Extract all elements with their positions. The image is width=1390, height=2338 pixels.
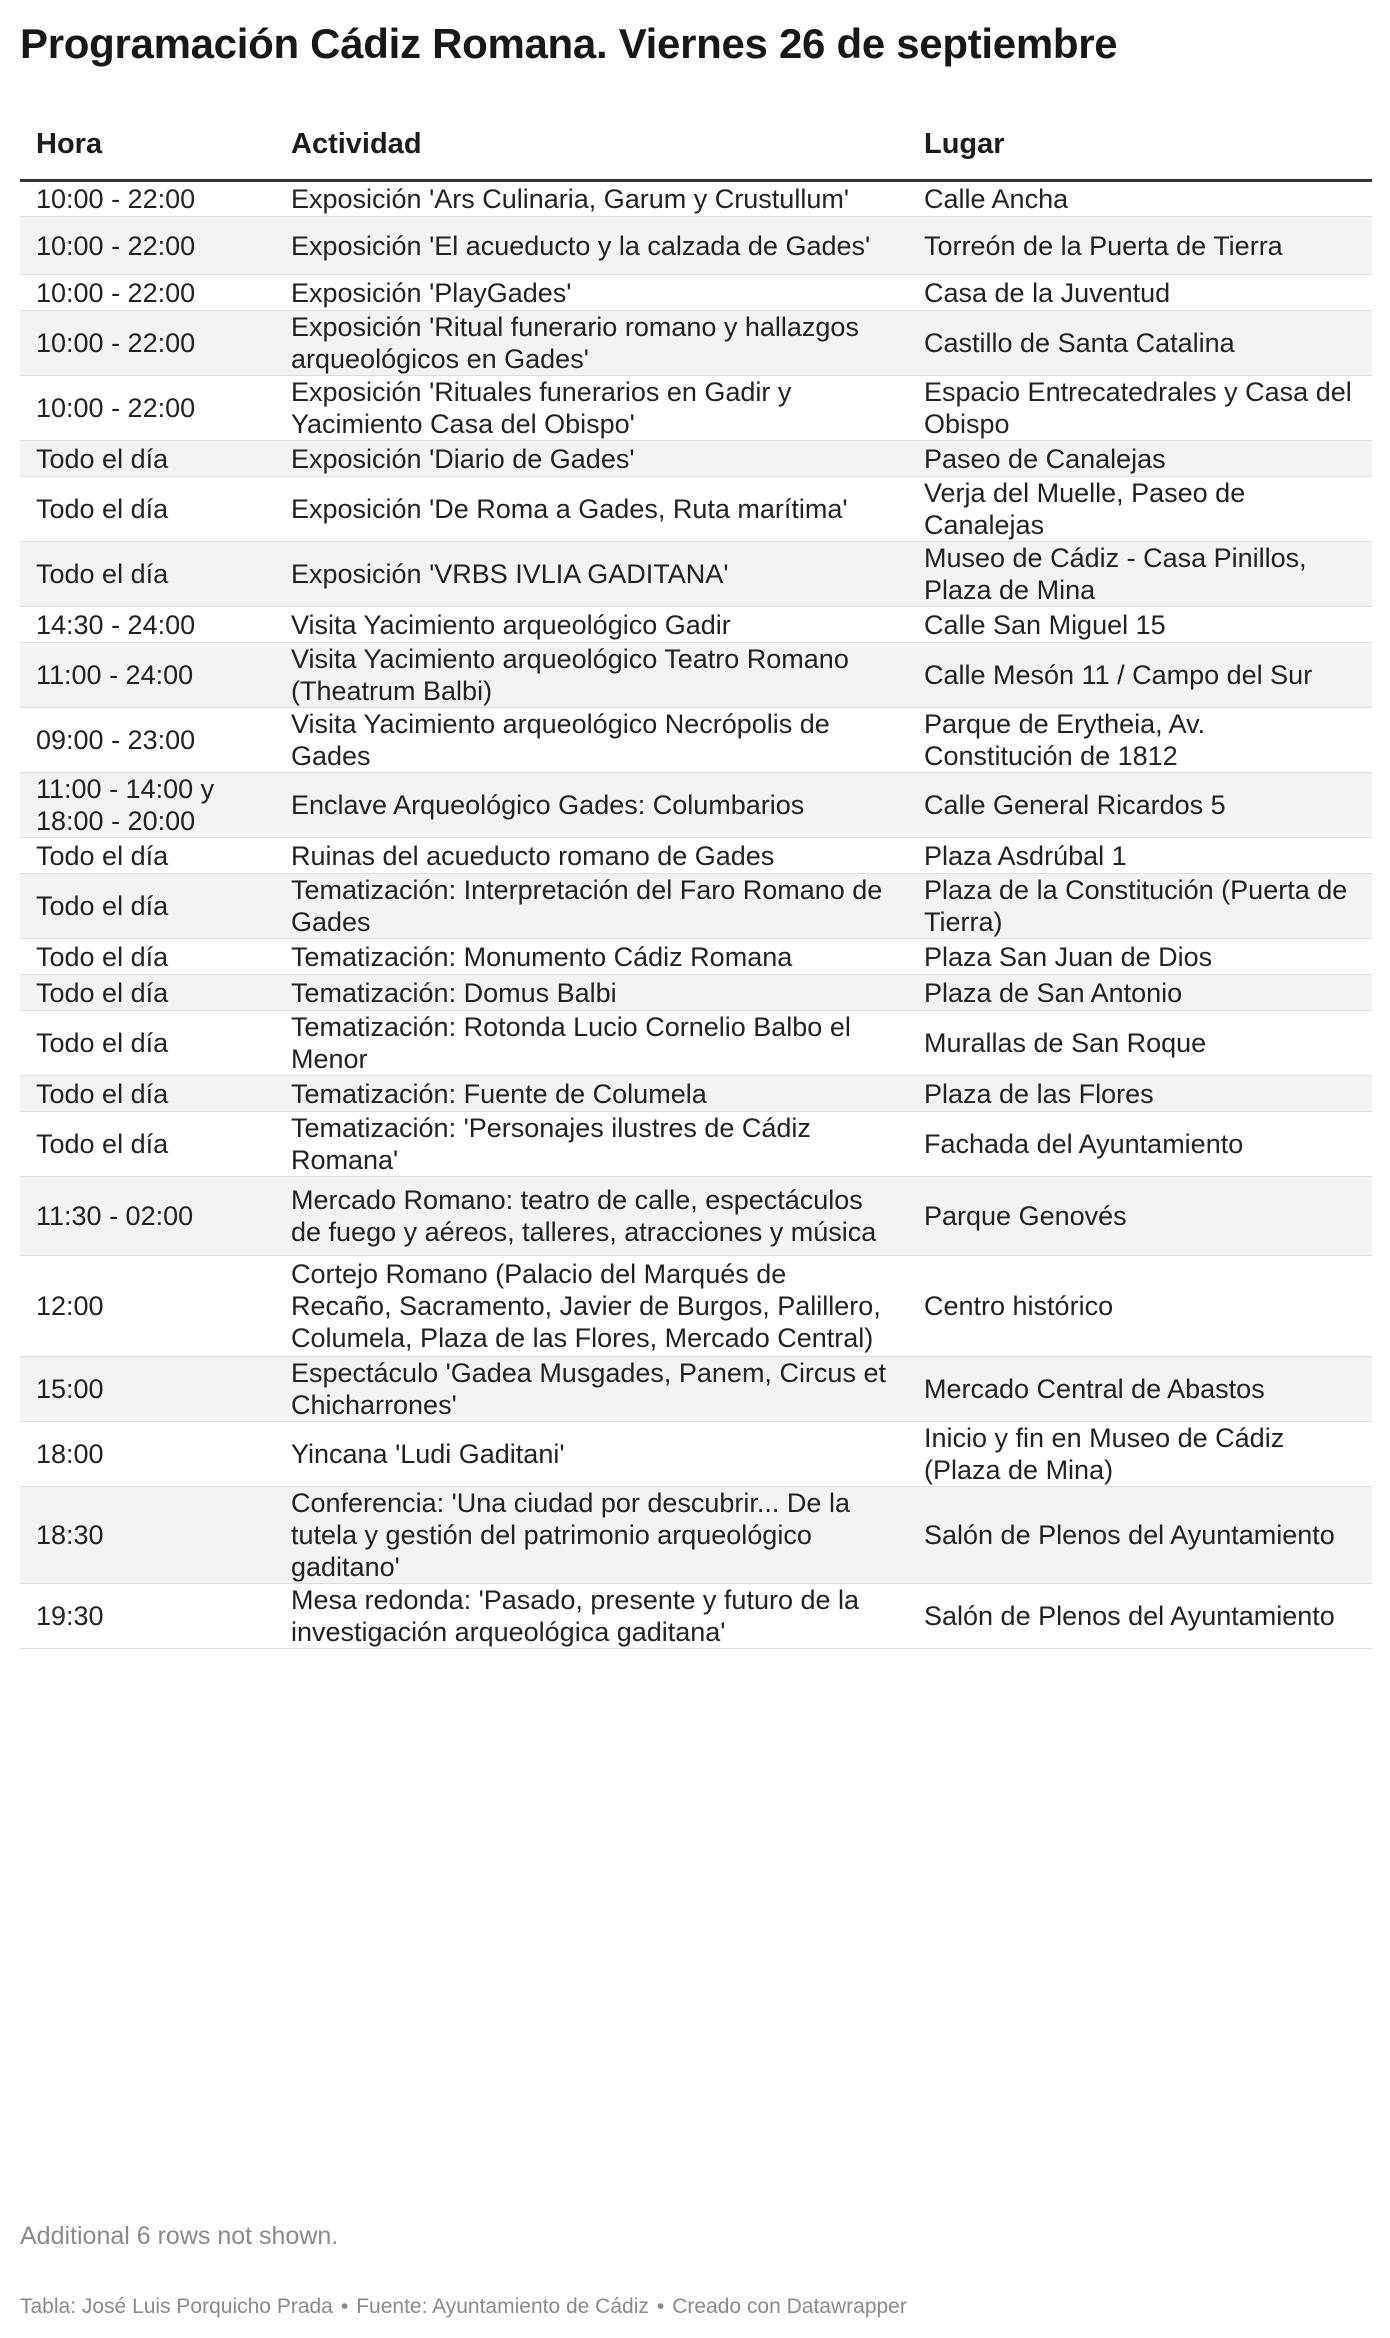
cell-lugar: Verja del Muelle, Paseo de Canalejas — [908, 477, 1372, 542]
cell-actividad: Tematización: Domus Balbi — [275, 975, 908, 1011]
cell-hora: 10:00 - 22:00 — [20, 311, 275, 376]
cell-actividad: Visita Yacimiento arqueológico Necrópolis de Gades — [275, 708, 908, 773]
cell-hora: 09:00 - 23:00 — [20, 708, 275, 773]
cell-hora: Todo el día — [20, 1112, 275, 1177]
table-row — [20, 477, 1372, 542]
table-row — [20, 607, 1372, 643]
tool-credit[interactable]: Creado con Datawrapper — [672, 2295, 907, 2318]
table-row — [20, 708, 1372, 773]
cell-actividad: Mesa redonda: 'Pasado, presente y futuro de la investigación arqueológica gaditana' — [275, 1584, 908, 1649]
cell-hora: 10:00 - 22:00 — [20, 275, 275, 311]
table-row — [20, 1422, 1372, 1487]
column-header-lugar[interactable]: Lugar — [908, 118, 1372, 181]
table-row — [20, 441, 1372, 477]
table-row — [20, 1256, 1372, 1357]
cell-lugar: Salón de Plenos del Ayuntamiento — [908, 1487, 1372, 1584]
cell-lugar: Murallas de San Roque — [908, 1011, 1372, 1076]
cell-actividad: Exposición 'Ars Culinaria, Garum y Crustullum' — [275, 181, 908, 217]
header-row — [20, 118, 1372, 181]
cell-actividad: Tematización: 'Personajes ilustres de Cádiz Romana' — [275, 1112, 908, 1177]
cell-lugar: Paseo de Canalejas — [908, 441, 1372, 477]
hidden-rows-note: Additional 6 rows not shown. — [20, 2222, 339, 2250]
cell-actividad: Mercado Romano: teatro de calle, espectáculos de fuego y aéreos, talleres, atracciones y música — [275, 1177, 908, 1256]
cell-hora: Todo el día — [20, 1076, 275, 1112]
table-row — [20, 939, 1372, 975]
cell-hora: 18:00 — [20, 1422, 275, 1487]
cell-lugar: Inicio y fin en Museo de Cádiz (Plaza de Mina) — [908, 1422, 1372, 1487]
cell-lugar: Castillo de Santa Catalina — [908, 311, 1372, 376]
cell-actividad: Exposición 'De Roma a Gades, Ruta marítima' — [275, 477, 908, 542]
cell-lugar: Museo de Cádiz - Casa Pinillos, Plaza de Mina — [908, 542, 1372, 607]
cell-hora: 12:00 — [20, 1256, 275, 1357]
cell-actividad: Cortejo Romano (Palacio del Marqués de Recaño, Sacramento, Javier de Burgos, Palillero, Columela, Plaza de las Flores, Mercado Central) — [275, 1256, 908, 1357]
table-row — [20, 975, 1372, 1011]
cell-actividad: Ruinas del acueducto romano de Gades — [275, 838, 908, 874]
cell-hora: Todo el día — [20, 441, 275, 477]
cell-actividad: Exposición 'El acueducto y la calzada de Gades' — [275, 217, 908, 275]
footer-separator: • — [340, 2295, 349, 2318]
cell-actividad: Exposición 'Ritual funerario romano y hallazgos arqueológicos en Gades' — [275, 311, 908, 376]
cell-hora: Todo el día — [20, 838, 275, 874]
table-row — [20, 275, 1372, 311]
table-row — [20, 542, 1372, 607]
cell-lugar: Espacio Entrecatedrales y Casa del Obispo — [908, 376, 1372, 441]
cell-hora: Todo el día — [20, 477, 275, 542]
cell-actividad: Visita Yacimiento arqueológico Gadir — [275, 607, 908, 643]
cell-actividad: Conferencia: 'Una ciudad por descubrir... De la tutela y gestión del patrimonio arqueológico gaditano' — [275, 1487, 908, 1584]
cell-hora: 18:30 — [20, 1487, 275, 1584]
cell-lugar: Calle San Miguel 15 — [908, 607, 1372, 643]
cell-lugar: Calle Mesón 11 / Campo del Sur — [908, 643, 1372, 708]
table-row — [20, 874, 1372, 939]
credits-footer — [20, 2295, 907, 2319]
cell-hora: 10:00 - 22:00 — [20, 217, 275, 275]
cell-actividad: Exposición 'Diario de Gades' — [275, 441, 908, 477]
table-row — [20, 773, 1372, 838]
cell-hora: Todo el día — [20, 1011, 275, 1076]
cell-lugar: Calle Ancha — [908, 181, 1372, 217]
cell-lugar: Parque Genovés — [908, 1177, 1372, 1256]
table-row — [20, 1487, 1372, 1584]
cell-lugar: Plaza de San Antonio — [908, 975, 1372, 1011]
cell-actividad: Espectáculo 'Gadea Musgades, Panem, Circus et Chicharrones' — [275, 1357, 908, 1422]
cell-lugar: Parque de Erytheia, Av. Constitución de 1812 — [908, 708, 1372, 773]
cell-hora: 11:00 - 14:00 y 18:00 - 20:00 — [20, 773, 275, 838]
cell-hora: 10:00 - 22:00 — [20, 181, 275, 217]
cell-actividad: Visita Yacimiento arqueológico Teatro Romano (Theatrum Balbi) — [275, 643, 908, 708]
cell-hora: Todo el día — [20, 874, 275, 939]
table-row — [20, 1112, 1372, 1177]
column-header-hora[interactable]: Hora — [20, 118, 275, 181]
table-row — [20, 217, 1372, 275]
cell-hora: 10:00 - 22:00 — [20, 376, 275, 441]
table-row — [20, 181, 1372, 217]
cell-hora: 14:30 - 24:00 — [20, 607, 275, 643]
cell-hora: 11:00 - 24:00 — [20, 643, 275, 708]
cell-lugar: Plaza de la Constitución (Puerta de Tierra) — [908, 874, 1372, 939]
cell-lugar: Plaza San Juan de Dios — [908, 939, 1372, 975]
cell-lugar: Centro histórico — [908, 1256, 1372, 1357]
cell-lugar: Mercado Central de Abastos — [908, 1357, 1372, 1422]
cell-lugar: Casa de la Juventud — [908, 275, 1372, 311]
cell-lugar: Calle General Ricardos 5 — [908, 773, 1372, 838]
table-row — [20, 376, 1372, 441]
table-body — [20, 181, 1372, 1649]
cell-actividad: Tematización: Rotonda Lucio Cornelio Balbo el Menor — [275, 1011, 908, 1076]
page-title: Programación Cádiz Romana. Viernes 26 de septiembre — [20, 20, 1118, 67]
table-row — [20, 311, 1372, 376]
cell-lugar: Salón de Plenos del Ayuntamiento — [908, 1584, 1372, 1649]
cell-actividad: Yincana 'Ludi Gaditani' — [275, 1422, 908, 1487]
cell-actividad: Exposición 'VRBS IVLIA GADITANA' — [275, 542, 908, 607]
cell-lugar: Torreón de la Puerta de Tierra — [908, 217, 1372, 275]
cell-lugar: Fachada del Ayuntamiento — [908, 1112, 1372, 1177]
table-row — [20, 1584, 1372, 1649]
source-credit: Fuente: Ayuntamiento de Cádiz — [356, 2295, 649, 2318]
table-header — [20, 118, 1372, 181]
schedule-table — [20, 118, 1372, 1649]
cell-actividad: Tematización: Fuente de Columela — [275, 1076, 908, 1112]
cell-hora: Todo el día — [20, 975, 275, 1011]
table-row — [20, 643, 1372, 708]
cell-hora: 15:00 — [20, 1357, 275, 1422]
table-row — [20, 1011, 1372, 1076]
cell-lugar: Plaza Asdrúbal 1 — [908, 838, 1372, 874]
cell-hora: 19:30 — [20, 1584, 275, 1649]
cell-hora: 11:30 - 02:00 — [20, 1177, 275, 1256]
cell-hora: Todo el día — [20, 939, 275, 975]
cell-hora: Todo el día — [20, 542, 275, 607]
cell-actividad: Exposición 'PlayGades' — [275, 275, 908, 311]
footer-separator: • — [656, 2295, 665, 2318]
cell-lugar: Plaza de las Flores — [908, 1076, 1372, 1112]
table-row — [20, 1357, 1372, 1422]
cell-actividad: Tematización: Interpretación del Faro Romano de Gades — [275, 874, 908, 939]
table-row — [20, 838, 1372, 874]
column-header-actividad[interactable]: Actividad — [275, 118, 908, 181]
cell-actividad: Tematización: Monumento Cádiz Romana — [275, 939, 908, 975]
table-row — [20, 1076, 1372, 1112]
table-row — [20, 1177, 1372, 1256]
cell-actividad: Enclave Arqueológico Gades: Columbarios — [275, 773, 908, 838]
author-credit: Tabla: José Luis Porquicho Prada — [20, 2295, 333, 2318]
cell-actividad: Exposición 'Rituales funerarios en Gadir y Yacimiento Casa del Obispo' — [275, 376, 908, 441]
